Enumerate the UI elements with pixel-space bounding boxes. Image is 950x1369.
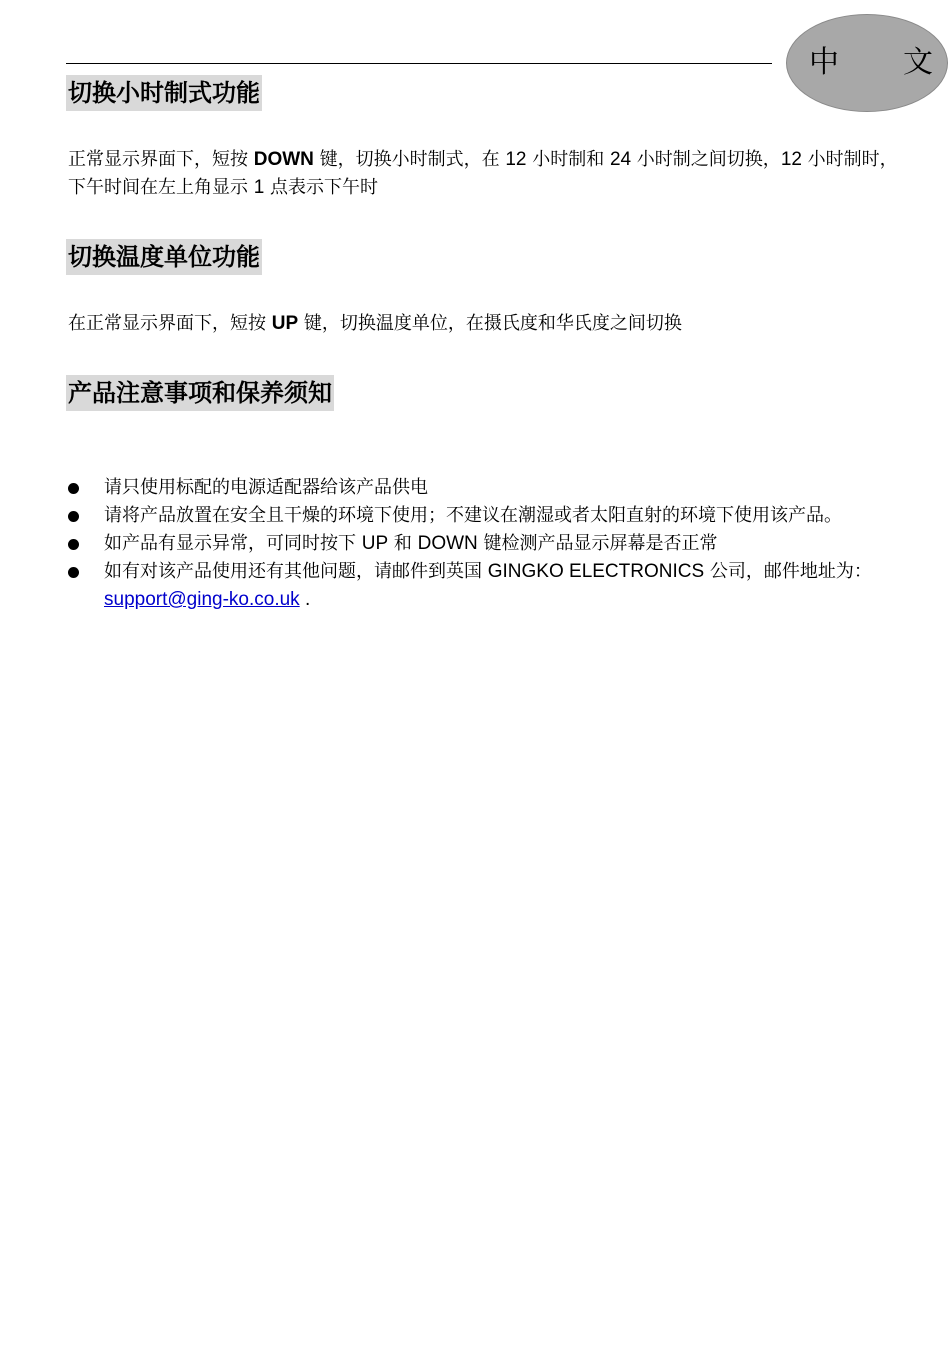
support-email-link[interactable]: support@ging-ko.co.uk [104, 589, 300, 610]
bullet-icon [68, 539, 79, 550]
text: 点表示下午时 [264, 177, 379, 198]
number: 24 [609, 149, 632, 170]
section-heading-temperature-unit: 切换温度单位功能 [66, 239, 262, 275]
language-badge [786, 14, 948, 112]
text: 键，切换小时制式，在 [313, 149, 506, 170]
language-badge-char-1: 中 [809, 45, 839, 80]
number: 12 [780, 149, 802, 170]
text: 和 [388, 533, 418, 554]
text: 如产品有显示异常，可同时按下 [104, 533, 362, 554]
list-item [66, 474, 914, 502]
list-item-text: 请将产品放置在安全且干燥的环境下使用；不建议在潮湿或者太阳直射的环境下使用该产品。 [104, 505, 842, 526]
text: 小时制时，下午时间在左上角显示 [68, 149, 898, 198]
bullet-icon [68, 511, 79, 522]
paragraph-temperature-unit [68, 310, 914, 338]
key-down: DOWN [417, 533, 478, 554]
text: 在正常显示界面下，短按 [68, 313, 272, 334]
text: 公司，邮件地址为： [704, 561, 872, 582]
text: 小时制和 [526, 149, 610, 170]
bullet-icon [68, 567, 79, 578]
section-heading-notes: 产品注意事项和保养须知 [66, 375, 334, 411]
key-up: UP [271, 313, 299, 334]
list-item [66, 502, 914, 530]
key-up: UP [361, 533, 389, 554]
notes-list [66, 474, 914, 614]
section-heading-hour-format: 切换小时制式功能 [66, 75, 262, 111]
text: . [299, 589, 311, 610]
number: 12 [505, 149, 527, 170]
text: 键检测产品显示屏幕是否正常 [477, 533, 718, 554]
key-down: DOWN [253, 149, 314, 170]
number: 1 [253, 177, 265, 198]
list-item [66, 530, 914, 558]
text: 小时制之间切换， [631, 149, 781, 170]
text: 正常显示界面下，短按 [68, 149, 254, 170]
paragraph-hour-format [68, 146, 914, 202]
bullet-icon [68, 483, 79, 494]
list-item [66, 558, 914, 614]
header-rule [66, 63, 772, 64]
list-item-text: 请只使用标配的电源适配器给该产品供电 [104, 477, 428, 498]
company-name: GINGKO ELECTRONICS [487, 561, 705, 582]
text: 如有对该产品使用还有其他问题，请邮件到英国 [104, 561, 488, 582]
text: 键，切换温度单位，在摄氏度和华氏度之间切换 [298, 313, 682, 334]
language-badge-char-2: 文 [903, 45, 933, 80]
